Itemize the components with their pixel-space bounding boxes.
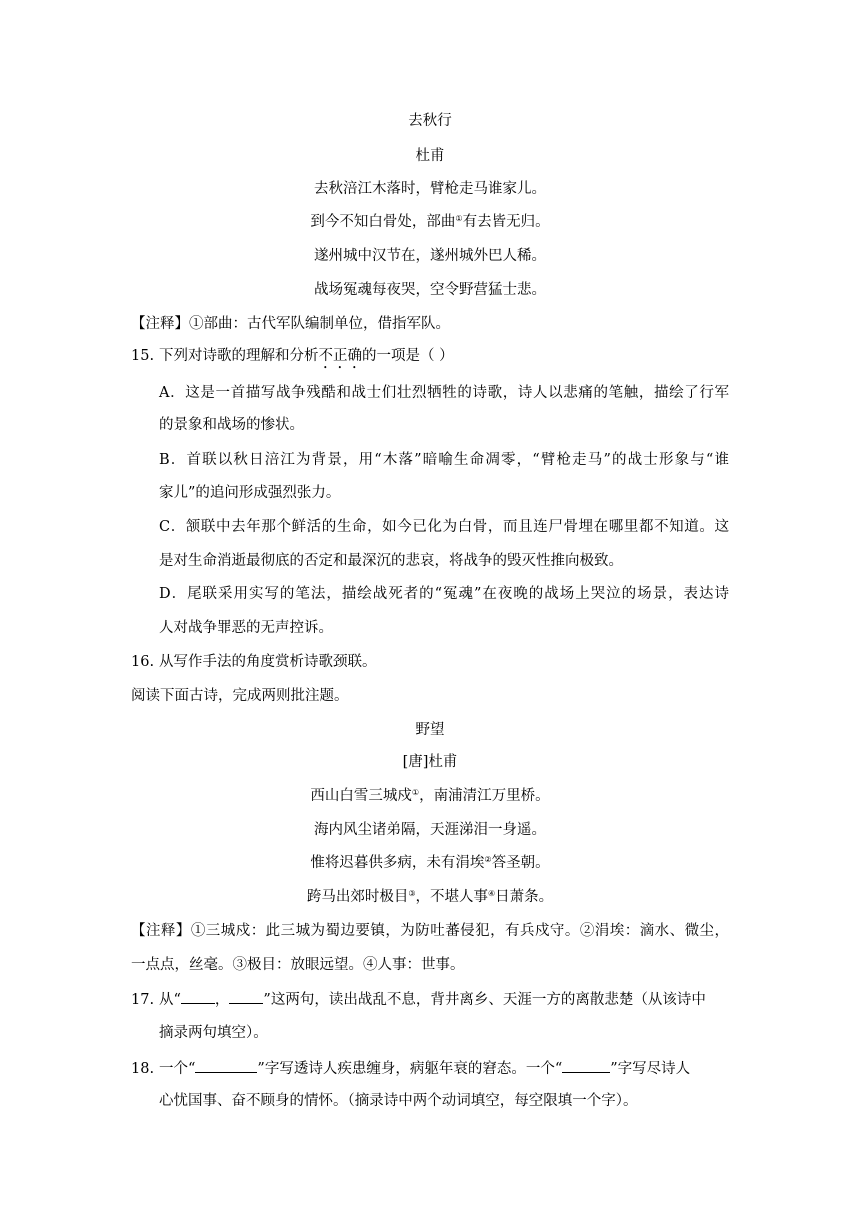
fill-blank-4[interactable] <box>562 1058 610 1073</box>
poem2-line-4-part-a: 跨马出郊时极目 <box>306 889 409 905</box>
question-17-text-a: 从“ <box>159 992 181 1008</box>
footnote-marker: ① <box>411 788 420 797</box>
footnote-marker: ④ <box>488 889 496 898</box>
question-15-stem <box>131 346 454 372</box>
option-c-line-1: C．颔联中去年那个鲜活的生命，如今已化为白骨，而且连尸骨埋在哪里都不知道。这 <box>159 519 729 535</box>
poem2-line-4 <box>0 887 860 907</box>
question-18-text-c: ”字写尽诗人 <box>610 1061 691 1077</box>
question-15-emphasis: 不正确 <box>318 348 362 364</box>
question-17-text-b: ”这两句，读出战乱不息，背井离乡、天涯一方的离散悲楚（从该诗中 <box>263 992 706 1008</box>
poem2-title: 野望 <box>415 722 445 738</box>
poem2-note-line-2: 一点点，丝毫。③极目：放眼远望。④人事：世事。 <box>131 957 465 973</box>
question-15-stem-a: 下列对诗歌的理解和分析 <box>159 348 319 364</box>
poem1-line-3: 遂州城中汉节在，遂州城外巴人稀。 <box>314 248 546 264</box>
question-18-text-a: 一个“ <box>159 1061 196 1077</box>
poem1-title: 去秋行 <box>408 113 452 129</box>
question-15-stem-b: 的一项是（ ） <box>362 348 454 364</box>
fill-blank-2[interactable] <box>229 989 263 1004</box>
footnote-marker: ① <box>455 214 463 223</box>
option-d-line-2: 人对战争罪恶的无声控诉。 <box>159 620 333 636</box>
poem1-line-1: 去秋涪江木落时，臂枪走马谁家儿。 <box>314 181 546 197</box>
poem1-line-2-part-a: 到今不知白骨处，部曲 <box>310 214 456 230</box>
fill-blank-1[interactable] <box>181 989 215 1004</box>
poem1-line-2-part-b: 有去皆无归。 <box>462 214 550 230</box>
poem2-line-4-part-c: 日萧条。 <box>495 889 554 905</box>
question-16-text: 从写作手法的角度赏析诗歌颈联。 <box>159 654 377 670</box>
question-number: 16. <box>131 654 155 670</box>
option-c-line-2: 是对生命消逝最彻底的否定和最深沉的悲哀，将战争的毁灭性推向极致。 <box>159 553 623 569</box>
question-number: 15. <box>131 348 155 364</box>
option-a-line-2: 的景象和战场的惨状。 <box>159 417 304 433</box>
question-number: 17. <box>131 992 155 1008</box>
poem2-line-1 <box>0 786 860 806</box>
poem2-line-2: 海内风尘诸弟隔，天涯涕泪一身遥。 <box>314 822 546 838</box>
poem2-line-3-part-a: 惟将迟暮供多病，未有涓埃 <box>310 855 485 871</box>
question-17-line-2: 摘录两句填空）。 <box>159 1025 268 1041</box>
question-17-comma: ， <box>214 992 230 1008</box>
question-18-text-b: ”字写透诗人疾患缠身，病躯年衰的窘态。一个“ <box>257 1061 563 1077</box>
question-18-line-2: 心忧国事、奋不顾身的情怀。（摘录诗中两个动词填空，每空限填一个字）。 <box>159 1093 638 1109</box>
poem2-note-line-1: 【注释】①三城戍：此三城为蜀边要镇，为防吐蕃侵犯，有兵戍守。②涓埃：滴水、微尘， <box>131 923 729 939</box>
question-number: 18. <box>131 1061 155 1077</box>
poem1-note: 【注释】①部曲：古代军队编制单位，借指军队。 <box>131 316 450 332</box>
question-18-line-1 <box>131 1058 690 1079</box>
poem2-line-4-part-b: ，不堪人事 <box>415 889 488 905</box>
fill-blank-3[interactable] <box>195 1058 257 1073</box>
option-b-line-1: B．首联以秋日涪江为背景，用“木落”暗喻生命凋零，“臂枪走马”的战士形象与“谁 <box>159 452 729 468</box>
poem1-line-2 <box>0 212 860 232</box>
poem2-line-3 <box>0 853 860 873</box>
option-a-line-1: A．这是一首描写战争残酷和战士们壮烈牺牲的诗歌，诗人以悲痛的笔触，描绘了行军 <box>159 385 729 401</box>
footnote-marker: ③ <box>408 889 416 898</box>
poem1-author: 杜甫 <box>415 148 445 164</box>
poem2-line-1-part-b: ，南浦清江万里桥。 <box>419 788 550 804</box>
option-b-line-2: 家儿”的追问形成强烈张力。 <box>159 485 341 501</box>
question-17-line-1 <box>131 989 706 1010</box>
poem2-author: [唐]杜甫 <box>402 754 458 770</box>
reading-instruction: 阅读下面古诗，完成两则批注题。 <box>131 688 349 704</box>
poem1-line-4: 战场冤魂每夜哭，空令野营猛士悲。 <box>314 282 546 298</box>
footnote-marker: ② <box>484 855 492 864</box>
poem2-line-3-part-b: 答圣朝。 <box>491 855 550 871</box>
option-d-line-1: D．尾联采用实写的笔法，描绘战死者的“冤魂”在夜晚的战场上哭泣的场景，表达诗 <box>159 586 729 602</box>
poem2-line-1-part-a: 西山白雪三城戍 <box>310 788 412 804</box>
question-16 <box>131 652 377 672</box>
